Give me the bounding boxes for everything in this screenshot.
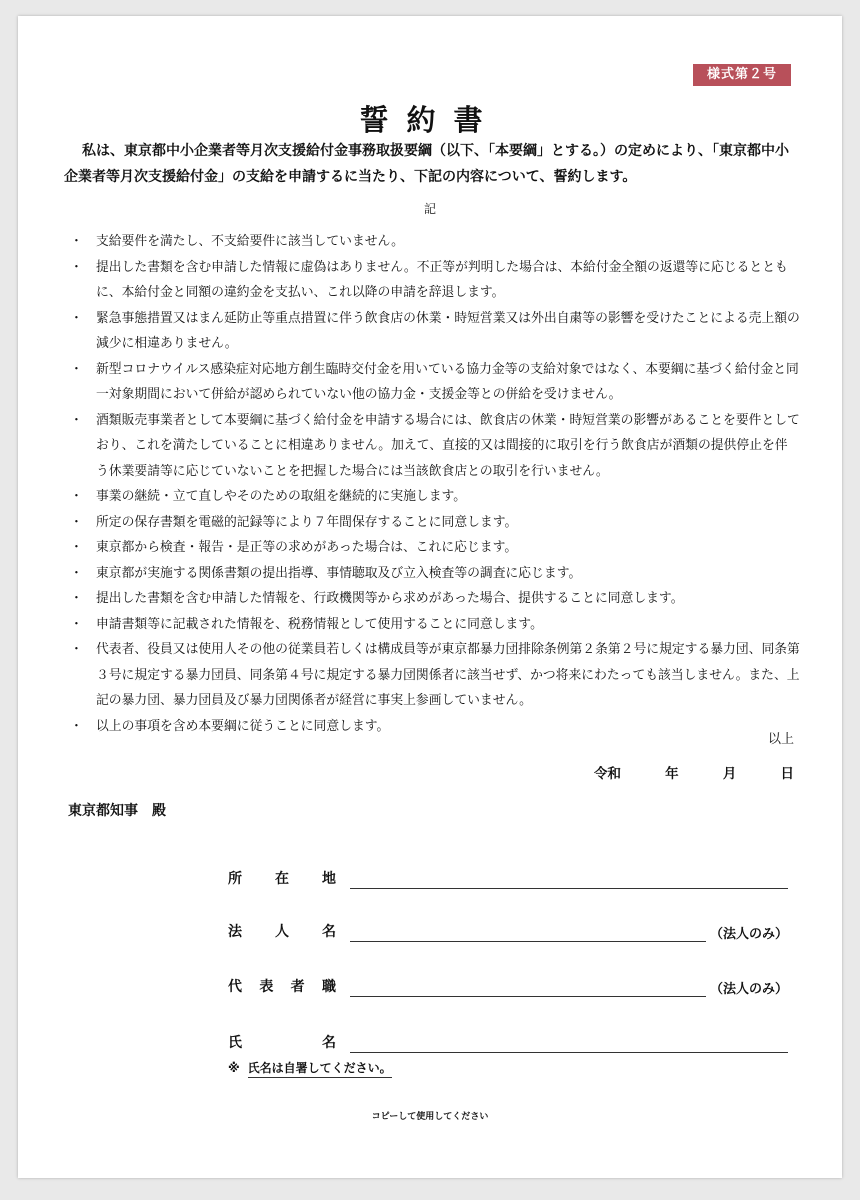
corporate-only-note: （法人のみ） bbox=[706, 923, 788, 942]
intro-paragraph: 私は、東京都中小企業者等月次支援給付金事務取扱要綱（以下、「本要綱」とする。）の定めにより、「東京都中小企業者等月次支援給付金」の支給を申請するに当たり、下記の内容について、誓約します。 bbox=[64, 143, 789, 185]
closing-text: 以上 bbox=[767, 732, 794, 747]
bullet-icon: ・ bbox=[70, 514, 83, 530]
bullet-icon: ・ bbox=[70, 489, 83, 504]
list-item: ・ 代表者、役員又は使用人その他の従業員若しくは構成員等が東京都暴力団排除条例第２条第２号に規定する暴力団、同条第３号に規定する暴力団員、同条第４号に規定する暴力団関係者に該当せず、かつ将来にわたっても該当しません。また、上記の暴力団、暴力団員及び暴力団関係者が経営に事実上参画していません。 bbox=[64, 637, 800, 714]
field-label-char: 人 bbox=[275, 924, 289, 940]
field-label-char: 表 bbox=[259, 979, 274, 995]
list-item: ・ 新型コロナウイルス感染症対応地方創生臨時交付金を用いている協力金等の支給対象ではなく、本要綱に基づく給付金と同一対象期間において併給が認められていない他の協力金・支援金等との併給を受けません。 bbox=[64, 357, 800, 408]
field-label-char: 在 bbox=[275, 871, 289, 887]
representative-title-field[interactable] bbox=[228, 976, 788, 998]
date-era: 令和 bbox=[594, 766, 621, 782]
list-item: ・ 酒類販売事業者として本要綱に基づく給付金を申請する場合には、飲食店の休業・時短営業の影響があることを要件としており、これを満たしていることに相違ありません。加えて、直接的又は間接的に取引を行う飲食店が酒類の提供停止を伴う休業要請等に応じていないことを把握した場合には当該飲食店との取引を行いません。 bbox=[64, 408, 800, 485]
list-item: ・ 東京都から検査・報告・是正等の求めがあった場合は、これに応じます。 bbox=[64, 535, 800, 561]
date-line bbox=[594, 762, 794, 782]
field-label-char: 名 bbox=[322, 924, 336, 940]
list-item: ・ 提出した書類を含む申請した情報を、行政機関等から求めがあった場合、提供することに同意します。 bbox=[64, 586, 800, 612]
signature-note-text: 氏名は自署してください。 bbox=[248, 1061, 392, 1078]
bullet-icon: ・ bbox=[70, 540, 83, 555]
field-label-char: 氏 bbox=[228, 1035, 242, 1051]
list-item: ・ 支給要件を満たし、不支給要件に該当していません。 bbox=[64, 229, 800, 255]
bullet-icon: ・ bbox=[70, 565, 83, 581]
signature-note bbox=[228, 1059, 392, 1076]
field-label-char: 地 bbox=[322, 871, 336, 887]
bullet-icon: ・ bbox=[70, 361, 83, 377]
representative-title-label bbox=[228, 976, 336, 996]
date-year: 年 bbox=[665, 766, 679, 782]
field-label-char: 所 bbox=[228, 871, 242, 887]
list-item: ・ 東京都が実施する関係書類の提出指導、事情聴取及び立入検査等の調査に応じます。 bbox=[64, 561, 800, 587]
pledge-list bbox=[64, 229, 800, 739]
list-item: ・ 申請書類等に記載された情報を、税務情報として使用することに同意します。 bbox=[64, 612, 800, 638]
corporate-only-note: （法人のみ） bbox=[706, 978, 788, 997]
field-label-char: 法 bbox=[228, 924, 242, 940]
field-label-char: 名 bbox=[322, 1035, 336, 1051]
addressee: 東京都知事 殿 bbox=[68, 803, 166, 819]
list-item: ・ 緊急事態措置又はまん延防止等重点措置に伴う飲食店の休業・時短営業又は外出自粛等の影響を受けたことによる売上額の減少に相違ありません。 bbox=[64, 306, 800, 357]
form-number-badge: 様式第２号 bbox=[693, 64, 791, 86]
address-input-line[interactable] bbox=[350, 888, 788, 889]
bullet-icon: ・ bbox=[70, 718, 83, 734]
field-label-char: 者 bbox=[290, 979, 305, 995]
bullet-icon: ・ bbox=[70, 310, 83, 326]
bullet-icon: ・ bbox=[70, 259, 83, 275]
bullet-icon: ・ bbox=[70, 412, 83, 428]
name-field[interactable] bbox=[228, 1032, 788, 1054]
bullet-icon: ・ bbox=[70, 591, 83, 606]
list-item: ・ 提出した書類を含む申請した情報に虚偽はありません。不正等が判明した場合は、本給付金全額の返還等に応じるとともに、本給付金と同額の違約金を支払い、これ以降の申請を辞退します。 bbox=[64, 255, 800, 306]
ki-heading: 記 bbox=[423, 202, 436, 216]
bullet-icon: ・ bbox=[70, 234, 83, 249]
name-input-line[interactable] bbox=[350, 1052, 788, 1053]
document-page bbox=[18, 16, 842, 1178]
name-label bbox=[228, 1032, 336, 1052]
document-title: 誓約書 bbox=[359, 103, 501, 137]
bullet-icon: ・ bbox=[70, 642, 83, 657]
note-mark-icon: ※ bbox=[228, 1061, 240, 1075]
address-field[interactable] bbox=[228, 868, 788, 890]
corporate-name-field[interactable] bbox=[228, 921, 788, 943]
list-item: ・ 以上の事項を含め本要綱に従うことに同意します。 bbox=[64, 714, 800, 740]
bullet-icon: ・ bbox=[70, 616, 83, 632]
date-day: 日 bbox=[780, 766, 794, 782]
list-item: ・ 事業の継続・立て直しやそのための取組を継続的に実施します。 bbox=[64, 484, 800, 510]
list-item: ・ 所定の保存書類を電磁的記録等により７年間保存することに同意します。 bbox=[64, 510, 800, 536]
address-label bbox=[228, 868, 336, 888]
corporate-name-label bbox=[228, 921, 336, 941]
date-month: 月 bbox=[722, 766, 737, 782]
copy-footer: コピーして使用してください bbox=[371, 1112, 489, 1122]
field-label-char: 職 bbox=[321, 979, 336, 995]
field-label-char: 代 bbox=[228, 979, 242, 995]
